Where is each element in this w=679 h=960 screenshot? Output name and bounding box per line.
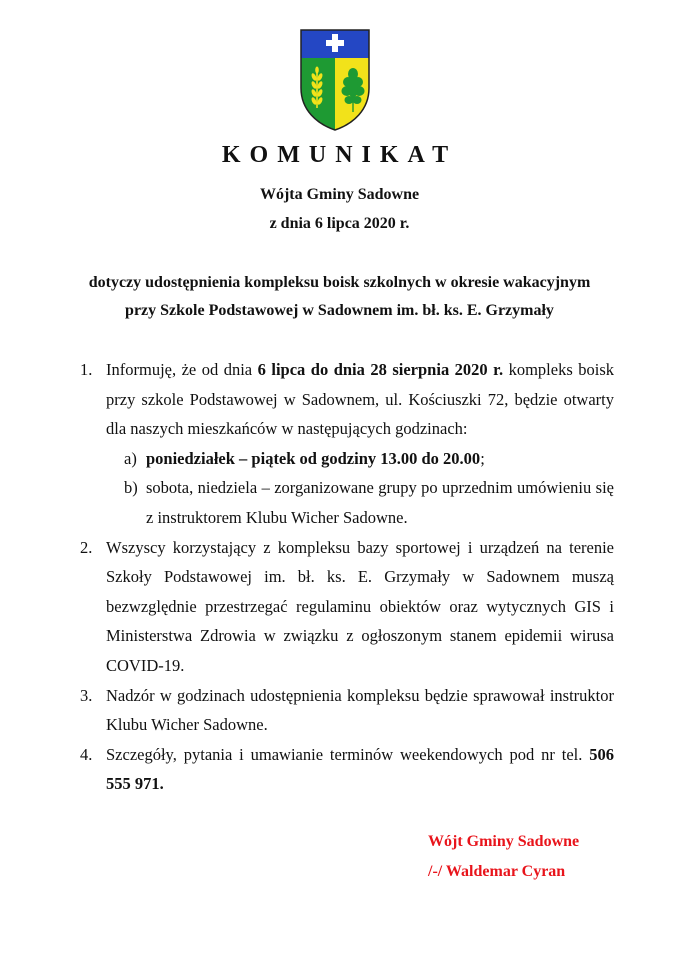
sub-letter: b) [124, 478, 138, 498]
point-3 [80, 681, 614, 740]
point-number: 2. [80, 537, 93, 557]
schedule-list [106, 444, 614, 533]
point-text: Informuję, że od dnia [106, 360, 258, 379]
announcement-body [80, 355, 614, 799]
point-number: 4. [80, 744, 93, 764]
schedule-item-weekdays [106, 444, 614, 474]
signature-name: /-/ Waldemar Cyran [428, 863, 566, 880]
document-date: z dnia 6 lipca 2020 r. [269, 215, 410, 232]
issuer: Wójta Gminy Sadowne [259, 186, 420, 203]
point-2 [80, 533, 614, 681]
weekday-hours: poniedziałek – piątek od godziny 13.00 do 20.00 [146, 448, 481, 468]
schedule-item-weekend [106, 473, 614, 532]
points-list [80, 355, 614, 799]
point-number: 1. [80, 360, 93, 379]
weekend-text: sobota, niedziela – zorganizowane grupy po uprzednim umówieniu się z instruktorem Klubu Wicher Sadowne. [146, 478, 614, 527]
subject-line-2: przy Szkole Podstawowej w Sadownem im. bł. ks. E. Grzymały [125, 302, 554, 319]
signature-title: Wójt Gminy Sadowne [428, 833, 580, 850]
point-1 [80, 355, 614, 533]
opening-dates: 6 lipca do dnia 28 sierpnia 2020 r. [257, 360, 504, 379]
point-4 [80, 740, 614, 799]
coat-of-arms-icon [299, 28, 371, 132]
sub-letter: a) [124, 448, 137, 468]
point-text: Szczegóły, pytania i umawianie terminów weekendowych pod nr tel. [106, 744, 590, 764]
point-text: kompleks boisk przy szkole Podstawowej w Sadownem, ul. Kościuszki 72, będzie otwarty dla naszych mieszkańców w następujących godzinach: [106, 360, 615, 439]
punctuation: ; [480, 448, 485, 468]
point-number: 3. [80, 685, 93, 705]
point-text: Nadzór w godzinach udostępnienia kompleksu będzie sprawował instruktor Klubu Wicher Sadowne. [106, 685, 614, 735]
point-text: Wszyscy korzystający z kompleksu bazy sportowej i urządzeń na terenie Szkoły Podstawowej im. bł. ks. E. Grzymały w Sadownem muszą bezwzględnie przestrzegać regulaminu obiektów oraz wytycznych GIS i Ministerstwa Zdrowia w związku z ogłoszonym stanem epidemii wirusa COVID-19. [106, 537, 614, 675]
subject-line-1: dotyczy udostępnienia kompleksu boisk szkolnych w okresie wakacyjnym [88, 274, 591, 291]
phone-number: 506 555 971. [106, 744, 614, 794]
document-title: KOMUNIKAT [221, 142, 458, 168]
